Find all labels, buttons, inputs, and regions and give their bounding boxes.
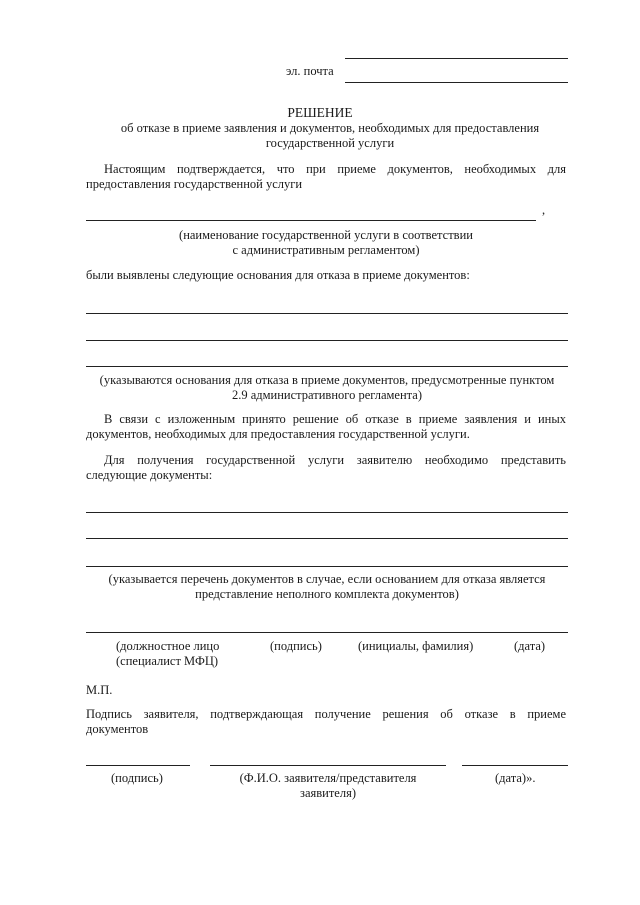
grounds-intro: были выявлены следующие основания для отказа в приеме документов: (86, 268, 470, 282)
applicant-signature-caption: (подпись) (111, 771, 163, 785)
intro-line2: предоставления государственной услуги (86, 177, 303, 191)
grounds-line-1 (86, 313, 568, 314)
applicant-signature-line (86, 765, 190, 766)
document-subtitle-line1: об отказе в приеме заявления и документов, необходимых для предоставления (120, 121, 540, 135)
official-date-caption: (дата) (514, 639, 546, 653)
decision-line1: В связи с изложенным принято решение об отказе в приеме заявления и иных (104, 412, 566, 426)
applicant-line2: документов (86, 722, 149, 736)
header-blank-line (345, 58, 568, 59)
official-name-caption: (инициалы, фамилия) (358, 639, 474, 653)
service-caption-line1: (наименование государственной услуги в соответствии (179, 228, 473, 242)
docs-caption-line1: (указывается перечень документов в случае, если основанием для отказа является (108, 572, 546, 586)
document-subtitle-line2: государственной услуги (265, 136, 395, 150)
official-signature-caption: (подпись) (270, 639, 322, 653)
applicant-date-caption: (дата)». (495, 771, 536, 785)
grounds-line-3 (86, 366, 568, 367)
docs-line-3 (86, 566, 568, 567)
applicant-name-caption-line1: (Ф.И.О. заявителя/представителя (239, 771, 417, 785)
stamp-label: М.П. (86, 683, 113, 697)
docs-line2: следующие документы: (86, 468, 213, 482)
decision-line2: документов, необходимых для предоставления государственной услуги. (86, 427, 470, 441)
applicant-name-line (210, 765, 446, 766)
applicant-line1: Подпись заявителя, подтверждающая получение решения об отказе в приеме (86, 707, 566, 721)
docs-line-2 (86, 538, 568, 539)
grounds-caption-line2: 2.9 административного регламента) (231, 388, 422, 402)
docs-line1: Для получения государственной услуги заявителю необходимо представить (104, 453, 566, 467)
service-name-line (86, 220, 536, 221)
document-title: РЕШЕНИЕ (287, 105, 353, 120)
official-position-line2: (специалист МФЦ) (116, 654, 219, 668)
grounds-caption-line1: (указываются основания для отказа в приеме документов, предусмотренные пунктом (99, 373, 555, 387)
service-caption-line2: с административным регламентом) (232, 243, 420, 257)
service-name-comma: , (542, 203, 546, 217)
docs-line-1 (86, 512, 568, 513)
official-position-line1: (должностное лицо (116, 639, 220, 653)
email-label: эл. почта (286, 64, 334, 78)
docs-caption-line2: представление неполного комплекта документов) (195, 587, 459, 601)
email-blank-line (345, 82, 568, 83)
intro-line1: Настоящим подтверждается, что при приеме документов, необходимых для (104, 162, 566, 176)
grounds-line-2 (86, 340, 568, 341)
applicant-name-caption-line2: заявителя) (300, 786, 356, 800)
applicant-date-line (462, 765, 568, 766)
official-sign-line (86, 632, 568, 633)
